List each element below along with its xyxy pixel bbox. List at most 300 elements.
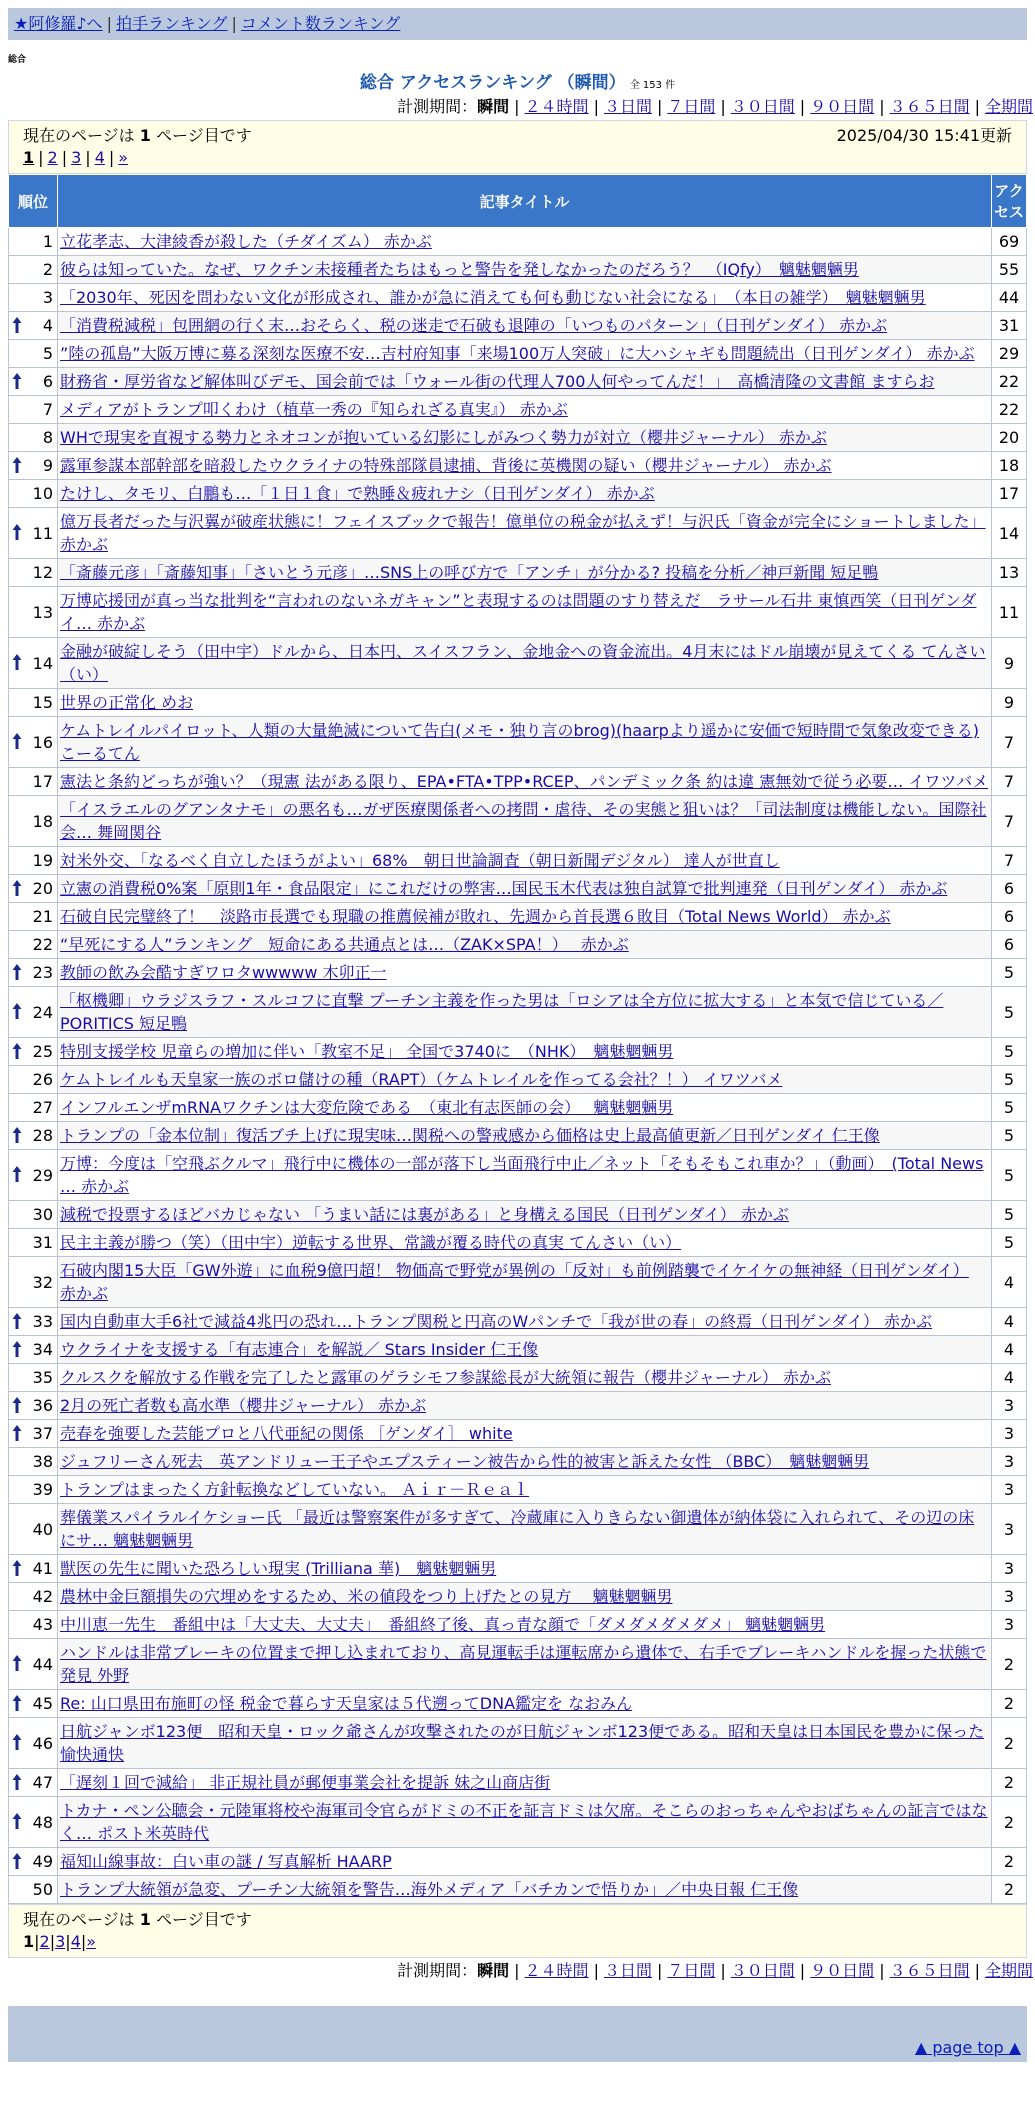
- table-row: [9, 559, 1027, 587]
- article-link[interactable]: Re: 山口県田布施町の怪 税金で暮らす天皇家は５代遡ってDNA鑑定を なおみん: [60, 1694, 633, 1713]
- article-link[interactable]: 「消費税減税」包囲網の行く末…おそらく、税の迷走で石破も退陣の「いつものパターン」（日刊ゲンダイ） 赤かぶ: [60, 316, 888, 335]
- period-separator: |: [656, 97, 663, 116]
- article-link[interactable]: 露軍参謀本部幹部を暗殺したウクライナの特殊部隊員逮捕、背後に英機関の疑い（櫻井ジャーナル） 赤かぶ: [60, 456, 832, 475]
- page-title: [0, 72, 1035, 94]
- article-link[interactable]: トランプの「金本位制」復活ブチ上げに現実味…関税への警戒感から価格は史上最高値更新／日刊ゲンダイ 仁王像: [60, 1126, 880, 1145]
- article-link[interactable]: たけし、タモリ、白鵬も…「１日１食」で熟睡＆疲れナシ（日刊ゲンダイ） 赤かぶ: [60, 484, 655, 503]
- article-link[interactable]: 「イスラエルのグアンタナモ」の悪名も…ガザ医療関係者への拷問・虐待、その実態と狙いは？「司法制度は機能しない。国際社会… 舞岡関谷: [60, 800, 987, 842]
- rank-cell: [9, 480, 58, 508]
- rank-cell: [9, 1308, 58, 1336]
- rank-cell: [9, 796, 58, 847]
- rank-up-arrow-icon: [12, 1002, 22, 1020]
- access-count: 2: [992, 1769, 1027, 1797]
- period-link-6[interactable]: 全期間: [984, 97, 1033, 116]
- access-count: 4: [992, 1364, 1027, 1392]
- rank-up-arrow-icon: [12, 653, 22, 671]
- title-cell: [58, 284, 992, 312]
- table-row: [9, 1150, 1027, 1201]
- access-count: 4: [992, 1308, 1027, 1336]
- rank-up-arrow-icon: [12, 1126, 22, 1144]
- article-link[interactable]: 葬儀業スパイラルイケショー氏 「最近は警察案件が多すぎて、冷蔵庫に入りきらない御遺体が納体袋に入れられて、その辺の床にサ… 魑魅魍魎男: [60, 1508, 975, 1550]
- access-count: 7: [992, 717, 1027, 768]
- period-active: 瞬間: [477, 1961, 510, 1980]
- article-link[interactable]: トカナ・ペン公聴会・元陸軍将校や海軍司令官らがドミの不正を証言ドミは欠席。そこらのおっちゃんやおばちゃんの証言ではなく… ポスト米英時代: [60, 1801, 988, 1843]
- access-count: 4: [992, 1257, 1027, 1308]
- rank-number: 40: [32, 1519, 53, 1539]
- access-count: 5: [992, 1201, 1027, 1229]
- period-link-1[interactable]: ３日間: [603, 1961, 652, 1980]
- article-link[interactable]: 財務省・厚労省など解体叫びデモ、国会前では「ウォール街の代理人700人何やってんだ！」 高橋清隆の文書館 ますらお: [60, 372, 935, 391]
- title-cell: [58, 1038, 992, 1066]
- rank-number: 47: [32, 1773, 53, 1792]
- period-separator: |: [720, 97, 726, 116]
- rank-number: 22: [32, 935, 53, 954]
- rank-number: 44: [32, 1654, 53, 1674]
- rank-up-arrow-icon: [12, 372, 22, 390]
- rank-cell: [9, 1392, 58, 1420]
- table-row: [9, 1229, 1027, 1257]
- rank-number: 4: [42, 316, 53, 335]
- table-row: [9, 1066, 1027, 1094]
- col-header-rank: 順位: [9, 175, 58, 228]
- table-row: [9, 480, 1027, 508]
- rank-cell: [9, 1229, 58, 1257]
- rank-number: 10: [32, 484, 53, 503]
- access-count: 9: [992, 638, 1027, 689]
- table-row: [9, 1611, 1027, 1639]
- table-row: [9, 638, 1027, 689]
- rank-up-arrow-icon: [12, 1852, 22, 1870]
- rank-number: 39: [32, 1480, 53, 1499]
- title-cell: [58, 987, 992, 1038]
- rank-number: 6: [42, 372, 53, 391]
- article-link[interactable]: 「遅刻１回で減給」 非正規社員が郵便事業会社を提訴 妹之山商店街: [60, 1773, 551, 1792]
- rank-number: 20: [32, 879, 53, 898]
- title-cell: [58, 1257, 992, 1308]
- table-row: [9, 1392, 1027, 1420]
- rank-cell: [9, 1639, 58, 1690]
- rank-number: 11: [32, 523, 53, 543]
- article-link[interactable]: 対米外交、「なるべく自立したほうがよい」68% 朝日世論調査（朝日新聞デジタル） 達人が世直し: [60, 851, 780, 870]
- article-link[interactable]: 日航ジャンボ123便 昭和天皇・ロック爺さんが攻撃されたのが日航ジャンボ123便である。昭和天皇は日本国民を豊かに保った愉快通快: [60, 1722, 985, 1764]
- title-cell: [58, 903, 992, 931]
- article-link[interactable]: トランプ大統領が急変、プーチン大統領を警告…海外メディア「バチカンで悟りか」／中央日報 仁王像: [60, 1880, 799, 1899]
- title-cell: [58, 1769, 992, 1797]
- rank-cell: [9, 587, 58, 638]
- pager-separator: |: [38, 148, 44, 167]
- total-count: 全 153 件: [629, 80, 676, 91]
- title-cell: [58, 480, 992, 508]
- period-separator: |: [879, 1961, 885, 1980]
- rank-number: 33: [32, 1312, 53, 1331]
- nav-link-asyura[interactable]: ★阿修羅♪へ: [14, 14, 103, 33]
- rank-number: 13: [32, 602, 53, 622]
- period-separator: |: [974, 97, 980, 116]
- rank-up-arrow-icon: [12, 1733, 22, 1751]
- rank-cell: [9, 931, 58, 959]
- rank-cell: [9, 1583, 58, 1611]
- rank-number: 43: [32, 1615, 53, 1634]
- article-link[interactable]: 世界の正常化 めお: [60, 693, 194, 712]
- status-box-bottom: [8, 1904, 1027, 1958]
- access-count: 3: [992, 1476, 1027, 1504]
- access-count: 5: [992, 1066, 1027, 1094]
- rank-up-arrow-icon: [12, 1312, 22, 1330]
- period-link-2[interactable]: ７日間: [667, 97, 716, 116]
- rank-cell: [9, 1555, 58, 1583]
- rank-cell: [9, 396, 58, 424]
- access-count: 6: [992, 903, 1027, 931]
- access-count: 69: [992, 228, 1027, 256]
- article-link[interactable]: 農林中金巨額損失の穴埋めをするため、米の値段をつり上げたとの見方 魑魅魍魎男: [60, 1587, 673, 1606]
- access-count: 44: [992, 284, 1027, 312]
- period-link-6[interactable]: 全期間: [984, 1961, 1033, 1980]
- access-count: 5: [992, 959, 1027, 987]
- table-row: [9, 508, 1027, 559]
- article-link[interactable]: トランプはまったく方針転換などしていない。 Ａｉｒ－Ｒｅａｌ: [60, 1480, 530, 1499]
- ranking-table: [8, 174, 1027, 1904]
- title-cell: [58, 1583, 992, 1611]
- article-link[interactable]: インフルエンザmRNAワクチンは大変危険である （東北有志医師の会） 魑魅魍魎男: [60, 1098, 674, 1117]
- title-cell: [58, 1639, 992, 1690]
- rank-cell: [9, 340, 58, 368]
- period-link-3[interactable]: ３０日間: [730, 1961, 795, 1980]
- pager-link-4[interactable]: 4: [70, 1932, 81, 1951]
- rank-number: 14: [32, 653, 53, 673]
- pager-bottom: [23, 1931, 1012, 1953]
- article-link[interactable]: WHで現実を直視する勢力とネオコンが抱いている幻影にしがみつく勢力が対立（櫻井ジャーナル） 赤かぶ: [60, 428, 827, 447]
- title-cell: [58, 508, 992, 559]
- article-link[interactable]: 万博：今度は「空飛ぶクルマ」飛行中に機体の一部が落下し当面飛行中止／ネット「そもそもこれ車か？」（動画） (Total News … 赤かぶ: [60, 1154, 984, 1196]
- title-cell: [58, 959, 992, 987]
- col-header-title: 記事タイトル: [58, 175, 992, 228]
- period-link-0[interactable]: ２４時間: [524, 97, 589, 116]
- table-row: [9, 228, 1027, 256]
- rank-cell: [9, 1797, 58, 1848]
- pager-current: 1: [23, 1932, 35, 1951]
- rank-up-arrow-icon: [12, 1812, 22, 1830]
- rank-number: 2: [42, 260, 53, 279]
- rank-cell: [9, 1448, 58, 1476]
- rank-cell: [9, 452, 58, 480]
- title-cell: [58, 368, 992, 396]
- pager-next[interactable]: »: [118, 148, 129, 167]
- table-row: [9, 717, 1027, 768]
- title-cell: [58, 1476, 992, 1504]
- access-count: 3: [992, 1448, 1027, 1476]
- rank-number: 7: [42, 400, 53, 419]
- table-row: [9, 1201, 1027, 1229]
- access-count: 22: [992, 396, 1027, 424]
- article-link[interactable]: 立憲の消費税0%案「原則1年・食品限定」にこれだけの弊害…国民玉木代表は独自試算で批判連発（日刊ゲンダイ） 赤かぶ: [60, 879, 948, 898]
- article-link[interactable]: 「斎藤元彦」「斎藤知事」「さいとう元彦」…SNS上の呼び方で「アンチ」が分かる? 投稿を分析／神戸新聞 短足鴨: [60, 563, 879, 582]
- article-link[interactable]: 億万長者だった与沢翼が破産状態に！フェイスブックで報告！億単位の税金が払えず！与沢氏「資金が完全にショートしました」 赤かぶ: [60, 512, 986, 554]
- article-link[interactable]: ケムトレイルも天皇家一族のボロ儲けの種（RAPT）（ケムトレイルを作ってる会社？！） イワツバメ: [60, 1070, 783, 1089]
- table-row: [9, 847, 1027, 875]
- table-row: [9, 1504, 1027, 1555]
- pager-link-4[interactable]: 4: [94, 148, 105, 167]
- rank-up-arrow-icon: [12, 523, 22, 541]
- rank-cell: [9, 256, 58, 284]
- article-link[interactable]: “早死にする人”ランキング 短命にある共通点とは…（ZAK×SPA！） 赤かぶ: [60, 935, 629, 954]
- rank-number: 9: [42, 456, 53, 475]
- access-count: 2: [992, 1848, 1027, 1876]
- rank-up-arrow-icon: [12, 879, 22, 897]
- table-row: [9, 1420, 1027, 1448]
- article-link[interactable]: 立花孝志、大津綾香が殺した（チダイズム） 赤かぶ: [60, 232, 432, 251]
- article-link[interactable]: 「2030年、死因を問わない文化が形成され、誰かが急に消えても何も動じない社会になる」 （本日の雑学） 魑魅魍魎男: [60, 288, 926, 307]
- pager-link-2[interactable]: 2: [39, 1932, 50, 1951]
- title-cell: [58, 228, 992, 256]
- access-count: 5: [992, 1038, 1027, 1066]
- table-row: [9, 1718, 1027, 1769]
- access-count: 14: [992, 508, 1027, 559]
- article-link[interactable]: ジュフリーさん死去 英アンドリュー王子やエプスティーン被告から性的被害と訴えた女性 （BBC） 魑魅魍魎男: [60, 1452, 870, 1471]
- access-count: 3: [992, 1392, 1027, 1420]
- period-link-5[interactable]: ３６５日間: [889, 97, 970, 116]
- period-link-2[interactable]: ７日間: [667, 1961, 716, 1980]
- rank-number: 50: [32, 1880, 53, 1899]
- rank-cell: [9, 903, 58, 931]
- article-link[interactable]: ”陸の孤島”大阪万博に募る深刻な医療不安…吉村府知事「来場100万人突破」に大ハシャギも問題続出（日刊ゲンダイ） 赤かぶ: [60, 344, 975, 363]
- title-cell: [58, 847, 992, 875]
- article-link[interactable]: 「枢機卿」ウラジスラフ・スルコフに直撃 プーチン主義を作った男は「ロシアは全方位に拡大する」と本気で信じている／PORITICS 短足鴨: [60, 991, 944, 1033]
- rank-cell: [9, 1094, 58, 1122]
- title-cell: [58, 1448, 992, 1476]
- bottom-bar-pagetop: [8, 2034, 1027, 2062]
- rank-cell: [9, 689, 58, 717]
- title-cell: [58, 1848, 992, 1876]
- table-row: [9, 903, 1027, 931]
- table-row: [9, 1122, 1027, 1150]
- article-link[interactable]: 万博応援団が真っ当な批判を“言われのないネガキャン”と表現するのは問題のすり替えだ ラサール石井 東慎西笑（日刊ゲンダイ… 赤かぶ: [60, 591, 977, 633]
- article-link[interactable]: 減税で投票するほどバカじゃない 「うまい話には裏がある」と身構える国民（日刊ゲンダイ） 赤かぶ: [60, 1205, 789, 1224]
- access-count: 3: [992, 1583, 1027, 1611]
- article-link[interactable]: メディアがトランプ叩くわけ（植草一秀の『知られざる真実』） 赤かぶ: [60, 400, 568, 419]
- rank-number: 3: [42, 288, 53, 307]
- nav-link-clap-ranking[interactable]: 拍手ランキング: [115, 14, 228, 33]
- title-cell: [58, 875, 992, 903]
- article-link[interactable]: 彼らは知っていた。なぜ、ワクチン未接種者たちはもっと警告を発しなかったのだろう？ （IQfy） 魑魅魍魎男: [60, 260, 859, 279]
- rank-up-arrow-icon: [12, 1396, 22, 1414]
- title-cell: [58, 1201, 992, 1229]
- pager-next[interactable]: »: [86, 1932, 97, 1951]
- article-link[interactable]: ウクライナを支援する「有志連合」を解説／ Stars Insider 仁王像: [60, 1340, 539, 1359]
- access-count: 2: [992, 1797, 1027, 1848]
- rank-number: 21: [32, 907, 53, 926]
- access-count: 3: [992, 1420, 1027, 1448]
- rank-number: 1: [42, 232, 53, 251]
- title-cell: [58, 1392, 992, 1420]
- title-cell: [58, 638, 992, 689]
- pager-separator: |: [34, 1932, 40, 1951]
- period-link-4[interactable]: ９０日間: [810, 1961, 875, 1980]
- article-link[interactable]: 憲法と条約どっちが強い？（現憲 法がある限り、EPA•FTA•TPP•RCEP、パンデミック条 約は違 憲無効で従う必要… イワツバメ: [60, 772, 989, 791]
- article-link[interactable]: ケムトレイルパイロット、人類の大量絶滅について告白(メモ・独り言のbrog)(haarpより遥かに安価で短時間で気象改変できる) こーるてん: [60, 721, 979, 763]
- rank-number: 25: [32, 1042, 53, 1061]
- rank-number: 28: [32, 1126, 53, 1145]
- rank-cell: [9, 559, 58, 587]
- rank-up-arrow-icon: [12, 1694, 22, 1712]
- rank-number: 37: [32, 1424, 53, 1443]
- article-link[interactable]: クルスクを解放する作戦を完了したと露軍のゲラシモフ参謀総長が大統領に報告（櫻井ジャーナル） 赤かぶ: [60, 1368, 832, 1387]
- title-cell: [58, 1308, 992, 1336]
- rank-number: 23: [32, 963, 53, 982]
- period-separator: |: [514, 1961, 520, 1980]
- period-separator: |: [593, 1961, 599, 1980]
- nav-link-comment-ranking[interactable]: コメント数ランキング: [240, 14, 401, 33]
- rank-up-arrow-icon: [12, 1654, 22, 1672]
- access-count: 5: [992, 1122, 1027, 1150]
- access-count: 5: [992, 1150, 1027, 1201]
- access-count: 7: [992, 768, 1027, 796]
- table-row: [9, 1094, 1027, 1122]
- pager-separator: |: [49, 1932, 56, 1951]
- title-cell: [58, 768, 992, 796]
- rank-cell: [9, 1038, 58, 1066]
- table-row: [9, 959, 1027, 987]
- pager-separator: |: [108, 148, 115, 167]
- table-row: [9, 987, 1027, 1038]
- title-cell: [58, 689, 992, 717]
- rank-number: 34: [32, 1340, 53, 1359]
- access-count: 9: [992, 689, 1027, 717]
- rank-cell: [9, 1848, 58, 1876]
- article-link[interactable]: 金融が破綻しそう（田中宇）ドルから、日本円、スイスフラン、金地金への資金流出。4月末にはドル崩壊が見えてくる てんさい（い）: [60, 642, 986, 684]
- access-count: 5: [992, 1229, 1027, 1257]
- article-link[interactable]: 教師の飲み会酷すぎワロタwwwww 木卯正一: [60, 963, 387, 982]
- access-count: 2: [992, 1718, 1027, 1769]
- rank-number: 5: [42, 344, 53, 363]
- rank-up-arrow-icon: [12, 732, 22, 750]
- period-link-5[interactable]: ３６５日間: [889, 1961, 970, 1980]
- article-link[interactable]: 特別支援学校 児童らの増加に伴い「教室不足」 全国で3740に （NHK） 魑魅魍魎男: [60, 1042, 674, 1061]
- title-cell: [58, 1690, 992, 1718]
- access-count: 6: [992, 875, 1027, 903]
- rank-number: 12: [32, 563, 53, 582]
- rank-cell: [9, 1718, 58, 1769]
- page-top-link[interactable]: ▲ page top ▲: [914, 2038, 1021, 2057]
- pager-separator: |: [61, 148, 68, 167]
- access-count: 17: [992, 480, 1027, 508]
- period-separator: |: [974, 1961, 980, 1980]
- access-count: 20: [992, 424, 1027, 452]
- pager-link-3[interactable]: 3: [71, 148, 82, 167]
- rank-number: 27: [32, 1098, 53, 1117]
- rank-cell: [9, 368, 58, 396]
- table-row: [9, 875, 1027, 903]
- access-count: 22: [992, 368, 1027, 396]
- title-cell: [58, 1504, 992, 1555]
- title-cell: [58, 1229, 992, 1257]
- article-link[interactable]: 石破内閣15大臣「GW外遊」に血税9億円超！ 物価高で野党が異例の「反対」も前例踏襲でイケイケの無神経（日刊ゲンダイ） 赤かぶ: [60, 1261, 969, 1303]
- rank-cell: [9, 284, 58, 312]
- period-label: 計測期間：: [397, 97, 478, 116]
- table-row: [9, 1690, 1027, 1718]
- article-link[interactable]: 国内自動車大手6社で減益4兆円の恐れ…トランプ関税と円高のWパンチで「我が世の春」の終焉（日刊ゲンダイ） 赤かぶ: [60, 1312, 932, 1331]
- title-cell: [58, 1094, 992, 1122]
- rank-cell: [9, 1066, 58, 1094]
- rank-cell: [9, 768, 58, 796]
- table-row: [9, 1476, 1027, 1504]
- title-cell: [58, 559, 992, 587]
- article-link[interactable]: ハンドルは非常ブレーキの位置まで押し込まれており、高見運転手は運転席から遺体で、右手でブレーキハンドルを握った状態で発見 外野: [60, 1643, 987, 1685]
- table-row: [9, 768, 1027, 796]
- table-row: [9, 1555, 1027, 1583]
- rank-number: 30: [32, 1205, 53, 1224]
- title-cell: [58, 1611, 992, 1639]
- rank-number: 26: [32, 1070, 53, 1089]
- table-row: [9, 1448, 1027, 1476]
- title-cell: [58, 1066, 992, 1094]
- article-link[interactable]: 石破自民完璧終了！ 淡路市長選でも現職の推薦候補が敗れ、先週から首長選６敗目（Total News World） 赤かぶ: [60, 907, 891, 926]
- rank-number: 49: [32, 1852, 53, 1871]
- period-separator: |: [879, 97, 885, 116]
- title-cell: [58, 1420, 992, 1448]
- access-count: 7: [992, 796, 1027, 847]
- article-link[interactable]: 売春を強要した芸能プロと八代亜紀の関係 ［ゲンダイ］ white: [60, 1424, 513, 1443]
- rank-cell: [9, 1611, 58, 1639]
- table-row: [9, 689, 1027, 717]
- table-row: [9, 587, 1027, 638]
- rank-cell: [9, 1257, 58, 1308]
- rank-cell: [9, 638, 58, 689]
- rank-number: 24: [32, 1002, 53, 1022]
- title-cell: [58, 452, 992, 480]
- period-selector-top: [0, 94, 1035, 120]
- article-link[interactable]: 福知山線事故：白い車の謎 / 写真解析 HAARP: [60, 1852, 392, 1871]
- rank-number: 36: [32, 1396, 53, 1415]
- article-link[interactable]: 2月の死亡者数も高水準（櫻井ジャーナル） 赤かぶ: [60, 1396, 427, 1415]
- title-cell: [58, 587, 992, 638]
- article-link[interactable]: 民主主義が勝つ（笑）（田中宇）逆転する世界、常識が覆る時代の真実 てんさい（い）: [60, 1233, 682, 1252]
- rank-cell: [9, 312, 58, 340]
- table-row: [9, 1797, 1027, 1848]
- table-row: [9, 256, 1027, 284]
- article-link[interactable]: 中川恵一先生 番組中は「大丈夫、大丈夫」 番組終了後、真っ青な顔で「ダメダメダメダメ」 魑魅魍魎男: [60, 1615, 826, 1634]
- rank-number: 16: [32, 732, 53, 752]
- title-cell: [58, 1336, 992, 1364]
- rank-up-arrow-icon: [12, 963, 22, 981]
- rank-up-arrow-icon: [12, 1042, 22, 1060]
- pager-link-3[interactable]: 3: [55, 1932, 66, 1951]
- current-page-text-bottom: 現在のページは 1 ページ目です: [23, 1910, 252, 1929]
- access-count: 2: [992, 1690, 1027, 1718]
- period-link-4[interactable]: ９０日間: [810, 97, 875, 116]
- table-row: [9, 1848, 1027, 1876]
- rank-number: 42: [32, 1587, 53, 1606]
- title-cell: [58, 1797, 992, 1848]
- rank-up-arrow-icon: [12, 1773, 22, 1791]
- period-link-1[interactable]: ３日間: [603, 97, 652, 116]
- nav-separator: |: [106, 14, 112, 33]
- rank-cell: [9, 1769, 58, 1797]
- article-link[interactable]: 獣医の先生に聞いた恐ろしい現実 (Trilliana 華) 魑魅魍魎男: [60, 1559, 497, 1578]
- period-separator: |: [593, 97, 599, 116]
- rank-cell: [9, 1476, 58, 1504]
- access-count: 31: [992, 312, 1027, 340]
- rank-cell: [9, 875, 58, 903]
- pager-link-2[interactable]: 2: [47, 148, 58, 167]
- period-link-0[interactable]: ２４時間: [524, 1961, 589, 1980]
- period-link-3[interactable]: ３０日間: [730, 97, 795, 116]
- nav-separator: |: [231, 14, 237, 33]
- title-cell: [58, 717, 992, 768]
- table-row: [9, 1038, 1027, 1066]
- rank-cell: [9, 1201, 58, 1229]
- access-count: 3: [992, 1555, 1027, 1583]
- rank-number: 45: [32, 1694, 53, 1713]
